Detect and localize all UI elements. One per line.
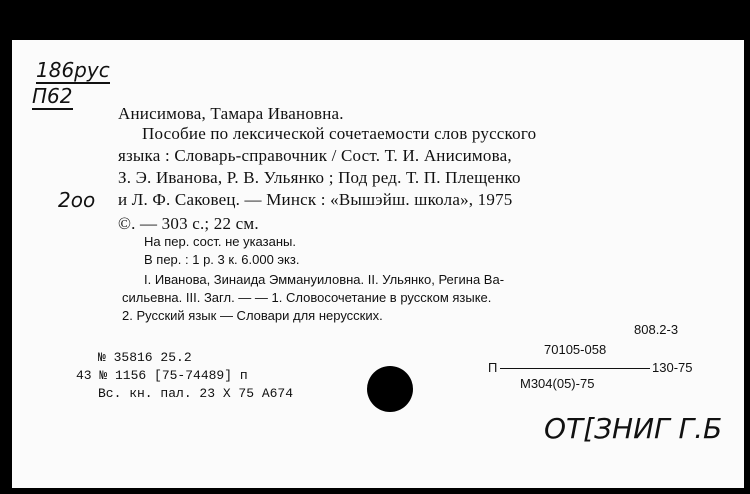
registry-line-3: Вс. кн. пал. 23 X 75 А674 <box>98 386 294 401</box>
handwritten-call-number: 186рус <box>36 58 110 82</box>
catalog-card <box>12 40 744 488</box>
tracing-line-3: 2. Русский язык — Словари для нерусских. <box>122 308 383 323</box>
title-line-3: З. Э. Иванова, Р. В. Ульянко ; Под ред. Т. П. Плещенко <box>118 168 521 187</box>
title-line-4: и Л. Ф. Саковец. — Минск : «Вышэйш. школа», 1975 <box>118 190 513 209</box>
handwritten-signature: ОТ[ЗНИГ Г.Б <box>544 412 723 445</box>
price-code-fraction-bar <box>500 368 650 369</box>
punch-hole <box>367 366 413 412</box>
note-line-2: В пер. : 1 р. 3 к. 6.000 экз. <box>144 252 300 267</box>
price-code-suffix: 130-75 <box>652 360 693 375</box>
tracing-line-2: сильевна. III. Загл. — — 1. Словосочетание в русском языке. <box>122 290 492 305</box>
tracing-line-1: I. Иванова, Зинаида Эммануиловна. II. Ульянко, Регина Ва- <box>144 272 505 287</box>
classification-number: 808.2-3 <box>634 322 679 337</box>
handwritten-margin-mark: 2оо <box>58 188 96 212</box>
registry-line-2: 43 № 1156 [75-74489] п <box>76 368 248 383</box>
title-line-2: языка : Словарь-справочник / Сост. Т. И. Анисимова, <box>118 146 512 165</box>
author-heading: Анисимова, Тамара Ивановна. <box>118 104 344 123</box>
price-code-prefix: П <box>488 360 498 375</box>
registry-line-1: № 35816 25.2 <box>98 350 192 365</box>
price-code-numerator: 70105-058 <box>544 342 607 357</box>
title-line-1: Пособие по лексической сочетаемости слов русского <box>142 124 537 143</box>
note-line-1: На пер. сост. не указаны. <box>144 234 296 249</box>
title-line-5: ©. — 303 с.; 22 см. <box>118 214 259 233</box>
price-code-denominator: М304(05)-75 <box>520 376 595 391</box>
handwritten-shelf-mark: П62 <box>32 84 73 108</box>
